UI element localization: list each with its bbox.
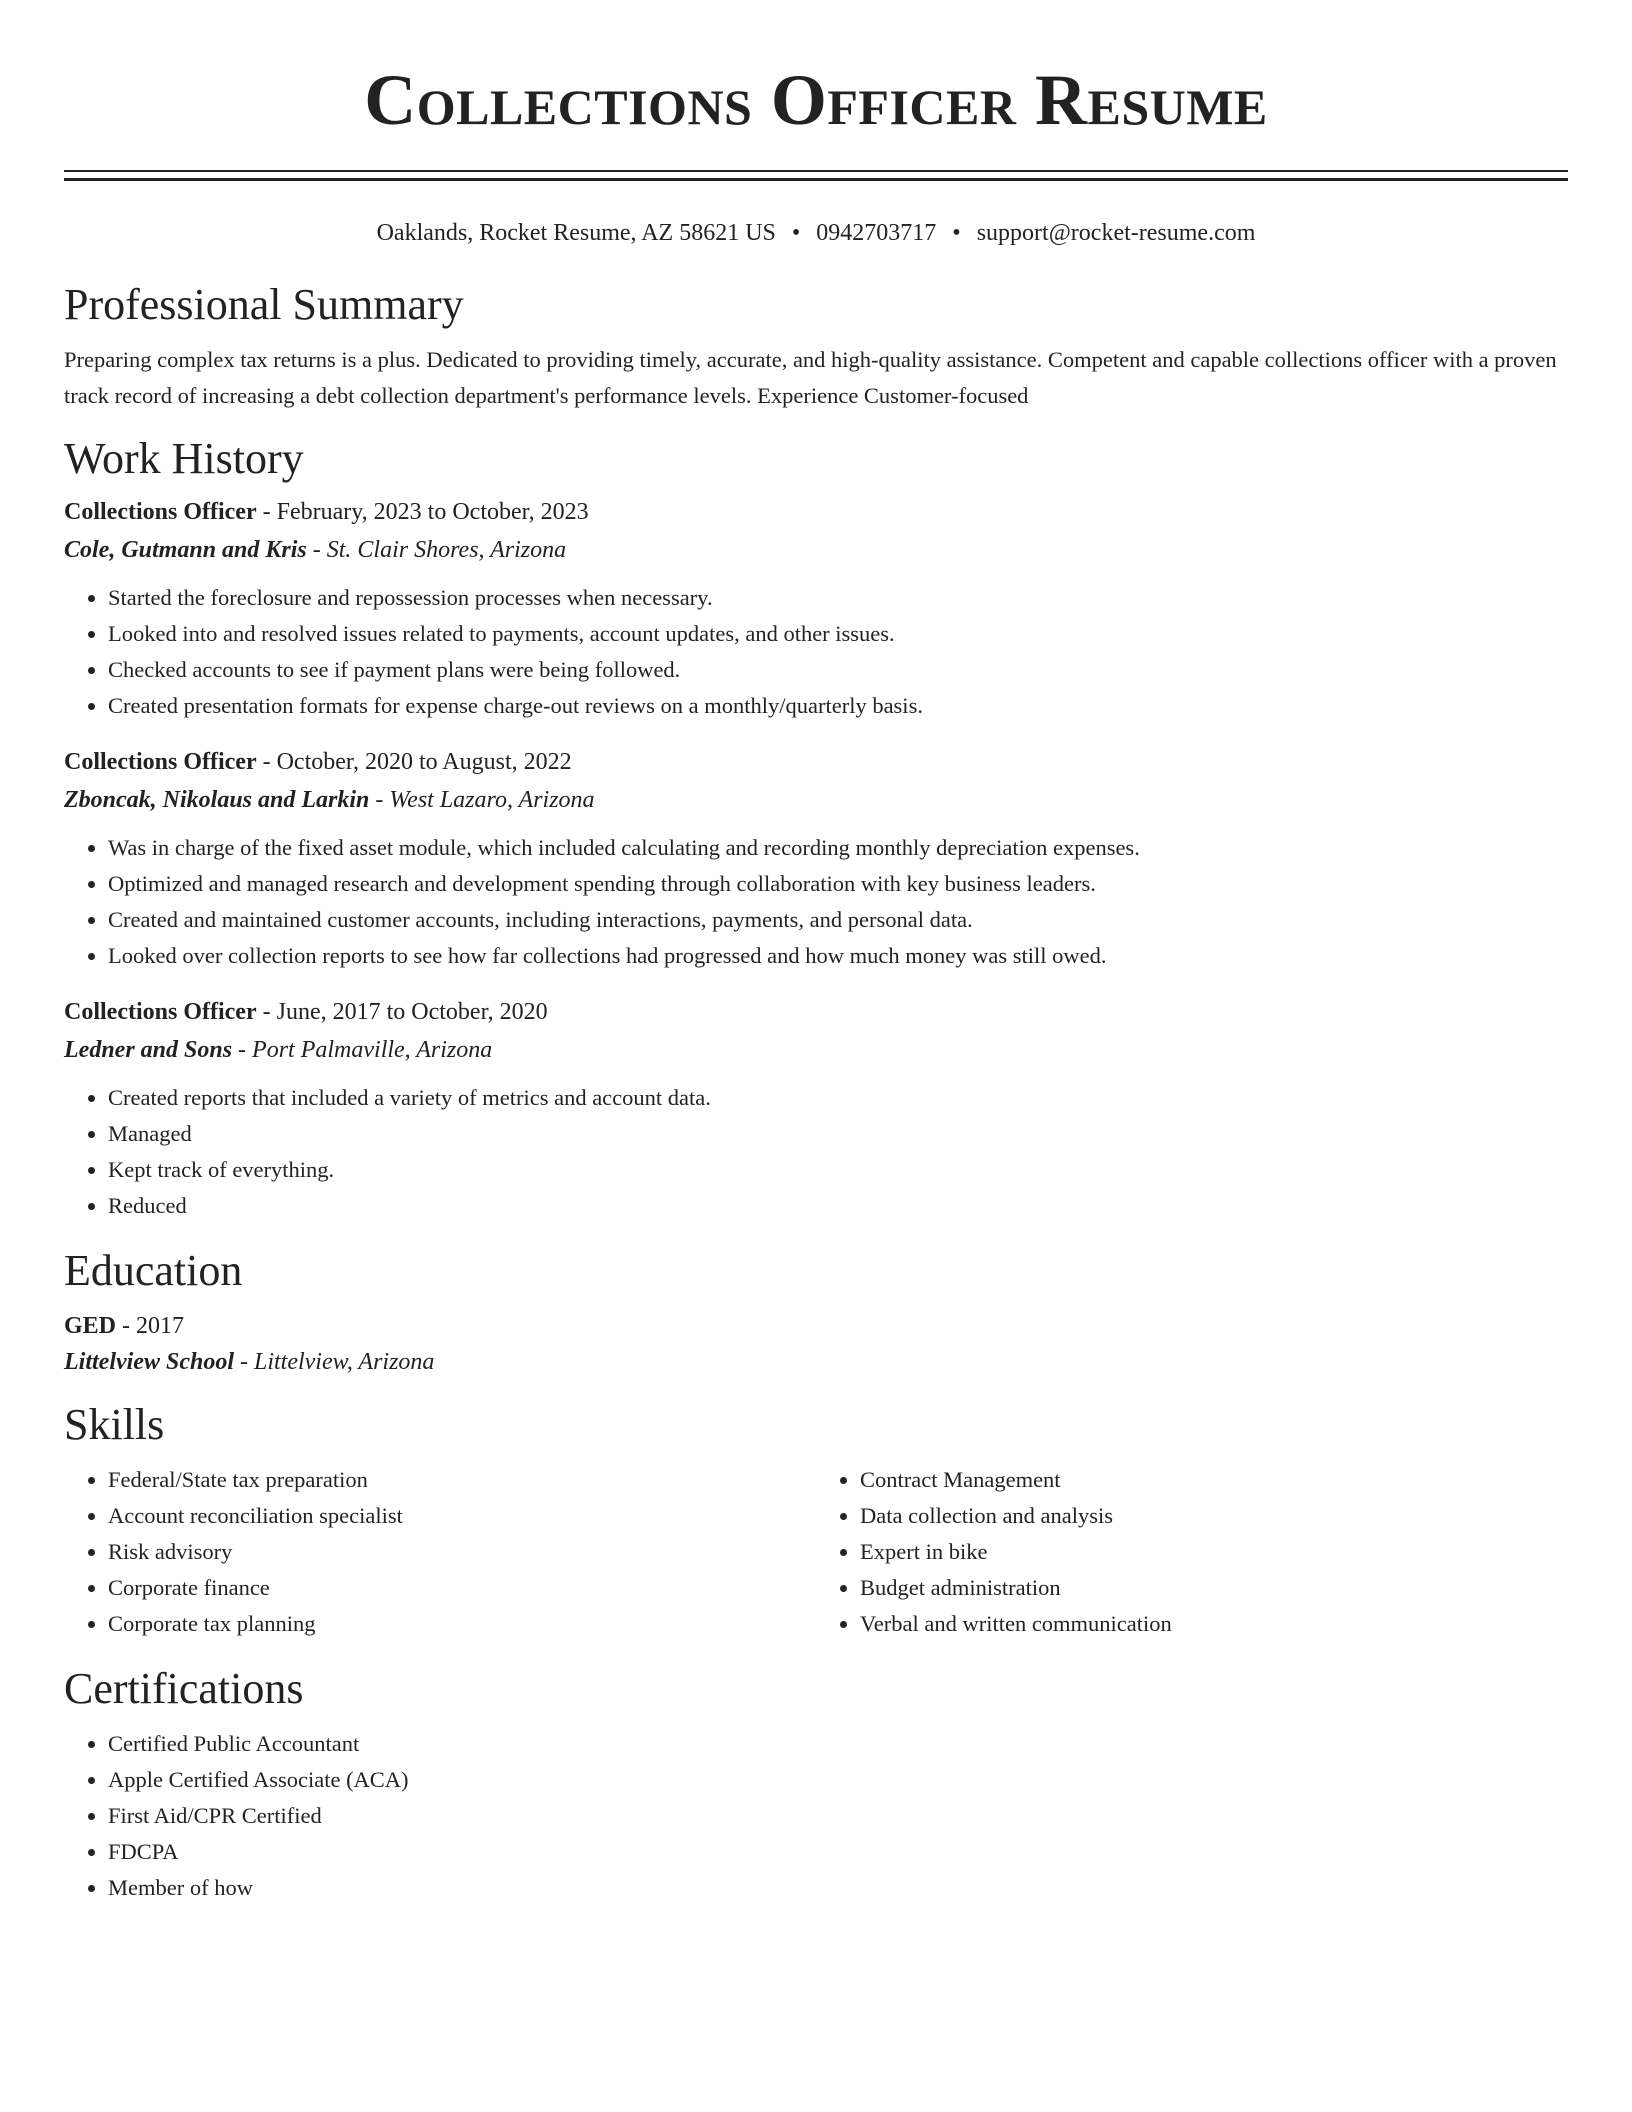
- education-school-line: [64, 1346, 1568, 1378]
- job-dates: - October, 2020 to August, 2022: [256, 749, 572, 775]
- summary-text: Preparing complex tax returns is a plus. Dedicated to providing timely, accurate, and high-quality assistance. Competent and capable collections officer with a proven track record of increasing a debt collection department's performance levels. Experience Customer-focused: [64, 347, 1557, 408]
- job-dates: - June, 2017 to October, 2020: [256, 999, 548, 1025]
- job-company-line: [64, 534, 1568, 566]
- divider-line-top: [64, 170, 1568, 172]
- job-duties-list: [64, 830, 1568, 974]
- list-item: • FDCPA: [108, 1834, 1568, 1870]
- job-entry: [64, 496, 1568, 724]
- list-item: • Checked accounts to see if payment plans were being followed.: [108, 652, 1568, 688]
- title-divider: [64, 170, 1568, 182]
- contact-phone: 0942703717: [816, 220, 937, 246]
- list-item: • Managed: [108, 1116, 1568, 1152]
- list-item: • Created and maintained customer accounts, including interactions, payments, and personal data.: [108, 902, 1568, 938]
- resume-title: Collections Officer Resume: [364, 60, 1268, 140]
- list-item: • Created presentation formats for expense charge-out reviews on a monthly/quarterly basis.: [108, 688, 1568, 724]
- list-item: • Certified Public Accountant: [108, 1726, 1568, 1762]
- list-item: • Corporate finance: [108, 1570, 816, 1606]
- list-item: • First Aid/CPR Certified: [108, 1798, 1568, 1834]
- job-company: Ledner and Sons: [64, 1037, 233, 1063]
- skills-list-left: [64, 1462, 816, 1642]
- list-item: • Started the foreclosure and repossession processes when necessary.: [108, 580, 1568, 616]
- contact-email: support@rocket-resume.com: [976, 220, 1256, 246]
- education-school: Littelview School: [64, 1349, 234, 1375]
- list-item: • Member of how: [108, 1870, 1568, 1906]
- education-heading: Education: [64, 1246, 243, 1295]
- list-item: • Verbal and written communication: [860, 1606, 1568, 1642]
- list-item: • Apple Certified Associate (ACA): [108, 1762, 1568, 1798]
- job-title-line: [64, 746, 1568, 778]
- education-entry: [64, 1310, 1568, 1378]
- job-company-line: [64, 1034, 1568, 1066]
- job-title-line: [64, 996, 1568, 1028]
- divider-line-bottom: [64, 178, 1568, 181]
- list-item: • Optimized and managed research and development spending through collaboration with key business leaders.: [108, 866, 1568, 902]
- list-item: • Looked into and resolved issues related to payments, account updates, and other issues.: [108, 616, 1568, 652]
- job-duties-list: [64, 1080, 1568, 1224]
- job-title-line: [64, 496, 1568, 528]
- list-item: • Federal/State tax preparation: [108, 1462, 816, 1498]
- list-item: • Looked over collection reports to see how far collections had progressed and how much money was still owed.: [108, 938, 1568, 974]
- contact-line: [64, 218, 1568, 248]
- education-degree-line: [64, 1310, 1568, 1342]
- certifications-list: [64, 1726, 1568, 1906]
- job-company: Cole, Gutmann and Kris: [64, 537, 307, 563]
- list-item: • Created reports that included a variety of metrics and account data.: [108, 1080, 1568, 1116]
- work-history-heading: Work History: [64, 434, 304, 483]
- list-item: • Account reconciliation specialist: [108, 1498, 816, 1534]
- job-duties-list: [64, 580, 1568, 724]
- skills-grid: [64, 1462, 1568, 1642]
- job-title: Collections Officer: [64, 749, 257, 775]
- list-item: • Expert in bike: [860, 1534, 1568, 1570]
- job-dates: - February, 2023 to October, 2023: [256, 499, 589, 525]
- job-location: - Port Palmaville, Arizona: [232, 1037, 493, 1063]
- education-location: - Littelview, Arizona: [233, 1349, 435, 1375]
- job-location: - West Lazaro, Arizona: [369, 787, 595, 813]
- summary-heading: Professional Summary: [64, 280, 464, 329]
- education-year: - 2017: [116, 1313, 185, 1339]
- job-title: Collections Officer: [64, 999, 257, 1025]
- list-item: • Contract Management: [860, 1462, 1568, 1498]
- job-title: Collections Officer: [64, 499, 257, 525]
- list-item: • Reduced: [108, 1188, 1568, 1224]
- job-entry: [64, 746, 1568, 974]
- contact-separator: •: [791, 220, 801, 246]
- job-company: Zboncak, Nikolaus and Larkin: [64, 787, 370, 813]
- contact-address: Oaklands, Rocket Resume, AZ 58621 US: [376, 220, 776, 246]
- list-item: • Budget administration: [860, 1570, 1568, 1606]
- job-entry: [64, 996, 1568, 1224]
- contact-separator: •: [952, 220, 961, 246]
- list-item: • Data collection and analysis: [860, 1498, 1568, 1534]
- education-degree: GED: [64, 1313, 117, 1339]
- list-item: • Was in charge of the fixed asset module, which included calculating and recording monthly depreciation expenses.: [108, 830, 1568, 866]
- job-company-line: [64, 784, 1568, 816]
- skills-heading: Skills: [64, 1400, 165, 1449]
- skills-list-right: [816, 1462, 1568, 1642]
- job-location: - St. Clair Shores, Arizona: [306, 537, 567, 563]
- certifications-heading: Certifications: [64, 1664, 304, 1713]
- list-item: • Risk advisory: [108, 1534, 816, 1570]
- list-item: • Kept track of everything.: [108, 1152, 1568, 1188]
- list-item: • Corporate tax planning: [108, 1606, 816, 1642]
